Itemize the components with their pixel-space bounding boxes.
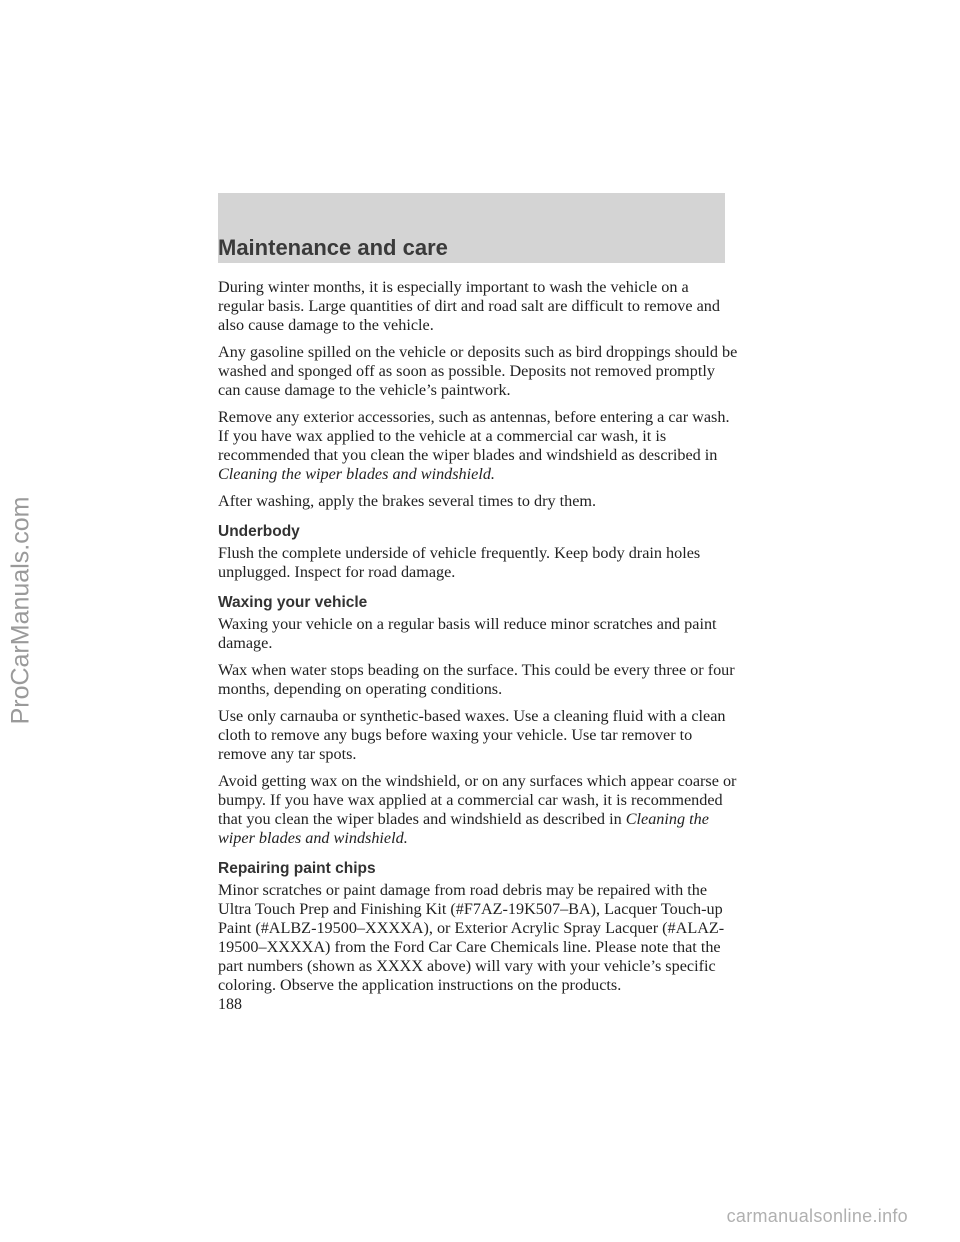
section-header-band (218, 193, 725, 263)
heading-waxing: Waxing your vehicle (218, 594, 368, 611)
side-watermark (6, 420, 36, 800)
paragraph-brakes: After washing, apply the brakes several times to dry them. (218, 492, 597, 510)
paragraph-paint-chips: Minor scratches or paint damage from road debris may be repaired with the Ultra Touch Prep and Finishing Kit (#F7AZ-19K507–BA), Lacquer Touch-up Paint (#ALBZ-19500–XXXXA), or Exterior Acrylic Spray Lacquer (#ALAZ-19500–XXXXA) from the Ford Car Care Chemicals line. Please note that the part numbers (shown as XXXX above) will vary with your vehicle’s specific coloring. Observe the application instructions on the products. (218, 881, 725, 994)
heading-paint-chips: Repairing paint chips (218, 860, 376, 877)
page-content (218, 278, 738, 1003)
paragraph-waxing-3: Use only carnauba or synthetic-based waxes. Use a cleaning fluid with a clean cloth to remove any bugs before waxing your vehicle. Use tar remover to remove any tar spots. (218, 707, 726, 763)
paragraph-text: Avoid getting wax on the windshield, or on any surfaces which appear coarse or bumpy. If you have wax applied at a commercial car wash, it is recommended that you clean the wiper blades and windshield as described in (218, 772, 737, 828)
paragraph-waxing-1: Waxing your vehicle on a regular basis will reduce minor scratches and paint damage. (218, 615, 717, 652)
paragraph-winter-wash: During winter months, it is especially important to wash the vehicle on a regular basis. Large quantities of dirt and road salt are difficult to remove and also cause damage to the vehicle. (218, 278, 720, 334)
cross-reference: Cleaning the wiper blades and windshield. (218, 810, 709, 847)
heading-underbody: Underbody (218, 523, 300, 540)
cross-reference: Cleaning the wiper blades and windshield. (218, 465, 495, 483)
paragraph-exterior-accessories (218, 408, 738, 484)
paragraph-waxing-4 (218, 772, 738, 848)
paragraph-text: Remove any exterior accessories, such as antennas, before entering a car wash. If you have wax applied to the vehicle at a commercial car wash, it is recommended that you clean the wiper blades and windshield as described in (218, 408, 730, 464)
paragraph-underbody: Flush the complete underside of vehicle frequently. Keep body drain holes unplugged. Inspect for road damage. (218, 544, 701, 581)
section-title: Maintenance and care (218, 235, 448, 260)
page-number: 188 (218, 996, 242, 1013)
footer-watermark: carmanualsonline.info (726, 1206, 908, 1226)
paragraph-gasoline-deposits: Any gasoline spilled on the vehicle or deposits such as bird droppings should be washed and sponged off as soon as possible. Deposits not removed promptly can cause damage to the vehicle’s paintwork. (218, 343, 738, 399)
paragraph-waxing-2: Wax when water stops beading on the surface. This could be every three or four months, depending on operating conditions. (218, 661, 735, 698)
watermark-text: ProCarManuals.com (6, 496, 35, 724)
